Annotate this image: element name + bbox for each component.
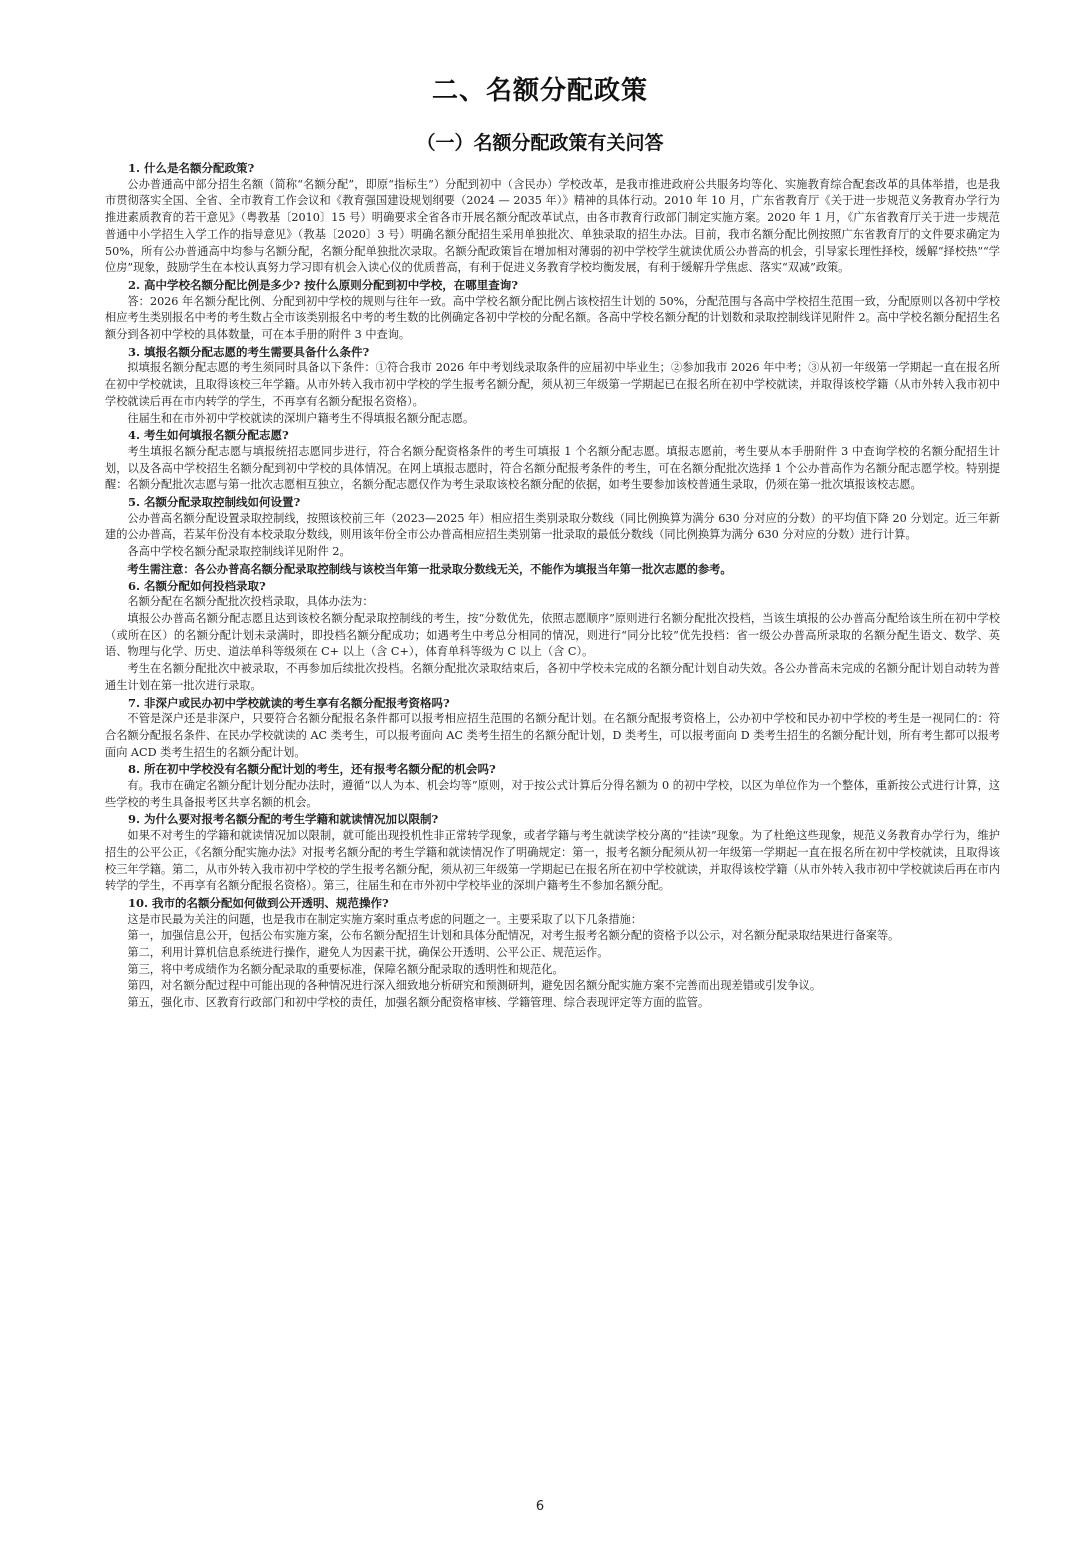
question-heading: 5. 名额分配录取控制线如何设置?: [128, 495, 301, 510]
answer-paragraph: 这是市民最为关注的问题，也是我市在制定实施方案时重点考虑的问题之一。主要采取了以下几条措施：: [127, 912, 643, 926]
answer-paragraph: 不管是深户还是非深户，只要符合名额分配报名条件都可以报考相应招生范围的名额分配计划。在名额分配报考资格上，公办初中学校和民办初中学校的考生是一视同仁的：符合名额分配报名条件、在民办学校就读的 AC 类考生，可以报考面向 AC 类考生招生的名额分配计划，D 类考生，可以报考面向 D 类考生招生的名额分配计划，所有考生都可以报考面向 ACD 类考生招生的名额分配计划。: [105, 712, 1000, 759]
question-heading: 7. 非深户或民办初中学校就读的考生享有名额分配报考资格吗?: [128, 695, 450, 710]
question-heading: 6. 名额分配如何投档录取?: [128, 578, 266, 593]
answer-paragraph: 公办普高名额分配设置录取控制线，按照该校前三年（2023—2025 年）相应招生类别录取分数线（同比例换算为满分 630 分对应的分数）的平均值下降 20 分划定。近三年新建的公办普高，若某年份没有本校录取分数线，则用该年份全市公办普高相应招生类别第一批录取的最低分数线（同比例换算为满分 630 分对应的分数）进行计算。: [105, 511, 1000, 542]
page-number: 6: [535, 1499, 545, 1514]
answer-paragraph: 名额分配在名额分配批次投档录取，具体办法为：: [127, 595, 374, 609]
answer-paragraph: 如果不对考生的学籍和就读情况加以限制，就可能出现投机性非正常转学现象，或者学籍与考生就读学校分离的“挂读”现象。为了杜绝这些现象，规范义务教育办学行为，维护招生的公平公正，《名额分配实施办法》对报考名额分配的考生学籍和就读情况作了明确规定：第一，报考名额分配须从初一年级第一学期起一直在报名所在初中学校就读，且取得该校三年学籍。第二，从市外转入我市初中学校的学生报考名额分配，须从初三年级第一学期起已在报名所在初中学校就读，并取得该校学籍（从市外转入我市初中学校就读后再在市内转学的学生，不再享有名额分配报名资格）。第三，往届生和在市外初中学校毕业的深圳户籍考生不参加名额分配。: [105, 829, 1001, 893]
question-heading: 2. 高中学校名额分配比例是多少? 按什么原则分配到初中学校，在哪里查询?: [128, 277, 518, 292]
question-heading: 3. 填报名额分配志愿的考生需要具备什么条件?: [128, 344, 370, 359]
question-heading: 9. 为什么要对报考名额分配的考生学籍和就读情况加以限制?: [128, 812, 439, 827]
answer-paragraph: 各高中学校名额分配录取控制线详见附件 2。: [127, 545, 351, 559]
answer-paragraph: 考生填报名额分配志愿与填报统招志愿同步进行，符合名额分配资格条件的考生可填报 1 个名额分配志愿。填报志愿前，考生要从本手册附件 3 中查询学校的名额分配招生计划，以及各高中学校招生名额分配到初中学校的具体情况。在网上填报志愿时，符合名额分配报考条件的考生，可在名额分配批次选择 1 个公办普高作为名额分配志愿学校。特别提醒：名额分配批次志愿与第一批次志愿相互独立，名额分配志愿仅作为考生录取该校名额分配的依据，如考生要参加该校普通生录取，仍须在第一批次填报该校志愿。: [105, 444, 1000, 492]
answer-paragraph: 第二，利用计算机信息系统进行操作，避免人为因素干扰，确保公开透明、公平公正、规范运作。: [127, 946, 609, 960]
answer-paragraph: 有。我市在确定名额分配计划分配办法时，遵循“以人为本、机会均等”原则，对于按公式计算后分得名额为 0 的初中学校，以区为单位作为一个整体，重新按公式进行计算，这些学校的考生具备报考区共享名额的机会。: [105, 779, 1000, 809]
answer-paragraph: 第三，将中考成绩作为名额分配录取的重要标准，保障名额分配录取的透明性和规范化。: [127, 962, 564, 976]
answer-paragraph: 第四，对名额分配过程中可能出现的各种情况进行深入细致地分析研究和预测研判，避免因名额分配实施方案不完善而出现差错或引发争议。: [127, 979, 822, 993]
answer-paragraph: 公办普通高中部分招生名额（简称“名额分配”，即原“指标生”）分配到初中（含民办）学校改革，是我市推进政府公共服务均等化、实施教育综合配套改革的具体举措，也是我市贯彻落实全国、全省、全市教育工作会议和《教育强国建设规划纲要（2024 — 2035 年）》精神的具体行动。2010 年 10 月，广东省教育厅《关于进一步规范义务教育办学行为推进素质教育的若干意见》（粤教基〔2010〕15 号）明确要求全省各市开展名额分配改革试点，由各市教育行政部门制定实施方案。2020 年 1 月，《广东省教育厅关于进一步规范普通中小学招生入学工作的指导意见》（教基〔2020〕3 号）明确名额分配招生采用单独批次、单独录取的招生办法。目前，我市名额分配比例按照广东省教育厅的文件要求确定为 50%，所有公办普通高中均参与名额分配，名额分配单独批次录取。名额分配政策旨在增加相对薄弱的初中学校学生就读优质公办普高的机会，引导家长理性择校，缓解“择校热”“学位房”现象，鼓励学生在本校认真努力学习即有机会入读心仪的优质普高，有利于促进义务教育学校均衡发展，有利于缓解升学焦虑、落实“双减”政策。: [105, 177, 1000, 275]
answer-paragraph: 答：2026 年名额分配比例、分配到初中学校的规则与往年一致。高中学校名额分配比例占该校招生计划的 50%，分配范围与各高中学校招生范围一致，分配原则以各初中学校相应考生类别报名中考的考生数占全市该类别报名中考的考生数的比例确定各初中学校的分配名额。各高中学校名额分配的计划数和录取控制线详见附件 2。高中学校名额分配招生名额分到各初中学校的具体数量，可在本手册的附件 3 中查询。: [105, 294, 1000, 342]
qa-content: [105, 160, 1000, 1012]
page-subtitle: （一）名额分配政策有关问答: [416, 132, 664, 154]
question-heading: 4. 考生如何填报名额分配志愿?: [128, 428, 289, 443]
question-heading: 10. 我市的名额分配如何做到公开透明、规范操作?: [128, 895, 389, 910]
question-heading: 1. 什么是名额分配政策?: [128, 161, 255, 175]
answer-paragraph: 往届生和在市外初中学校就读的深圳户籍考生不得填报名额分配志愿。: [127, 411, 475, 425]
answer-paragraph: 拟填报名额分配志愿的考生须同时具备以下条件：①符合我市 2026 年中考划线录取条件的应届初中毕业生；②参加我市 2026 年中考；③从初一年级第一学期起一直在报名所在初中学校就读，且取得该校三年学籍。从市外转入我市初中学校的学生报考名额分配，须从初三年级第一学期起已在报名所在初中学校就读，并取得该校学籍（从市外转入我市初中学校就读后再在市内转学的学生，不再享有名额分配报名资格）。: [105, 361, 1001, 408]
notice-paragraph: 考生需注意：各公办普高名额分配录取控制线与该校当年第一批录取分数线无关，不能作为填报当年第一批次志愿的参考。: [127, 561, 732, 576]
answer-paragraph: 第五，强化市、区教育行政部门和初中学校的责任，加强名额分配资格审核、学籍管理、综合表现评定等方面的监管。: [127, 996, 710, 1010]
page-title: 二、名额分配政策: [431, 76, 648, 106]
answer-paragraph: 第一，加强信息公开，包括公布实施方案，公布名额分配招生计划和具体分配情况，对考生报考名额分配的资格予以公示，对名额分配录取结果进行备案等。: [127, 929, 900, 943]
answer-paragraph: 考生在名额分配批次中被录取，不再参加后续批次投档。名额分配批次录取结束后，各初中学校未完成的名额分配计划自动失效。各公办普高未完成的名额分配计划自动转为普通生计划在第一批次进行录取。: [105, 662, 1000, 692]
answer-paragraph: 填报公办普高名额分配志愿且达到该校名额分配录取控制线的考生，按“分数优先，依照志愿顺序”原则进行名额分配批次投档，当该生填报的公办普高分配给该生所在初中学校（或所在区）的名额分配计划未录满时，即投档名额分配成功；如遇考生中考总分相同的情况，则进行“同分比较”优先投档：省一级公办普高所录取的名额分配生语文、数学、英语、物理与化学、历史、道法单科等级须在 C+ 以上（含 C+），体育单科等级为 C 以上（含 C）。: [105, 611, 1000, 659]
question-heading: 8. 所在初中学校没有名额分配计划的考生，还有报考名额分配的机会吗?: [128, 762, 496, 777]
